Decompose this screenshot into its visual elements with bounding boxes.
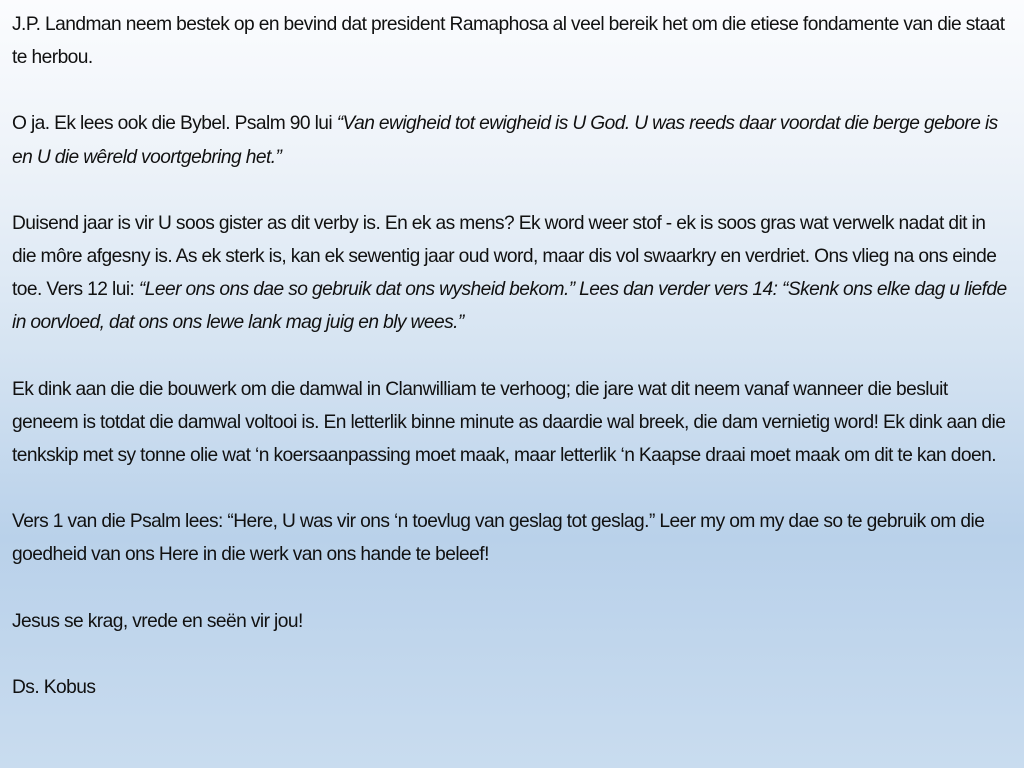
paragraph-gap (12, 638, 1010, 671)
text-span: J.P. Landman neem bestek op en bevind dat president Ramaphosa al veel bereik het om die etiese fondamente van die staat te herbou. (12, 14, 1005, 69)
paragraph-gap (12, 472, 1010, 505)
signature-text (12, 671, 1010, 704)
text-span: O ja. Ek lees ook die Bybel. Psalm 90 lui (12, 113, 337, 135)
paragraph-damwal (12, 373, 1010, 473)
paragraph-gap (12, 174, 1010, 207)
text-span: Vers 1 van die Psalm lees: “Here, U was vir ons ‘n toevlug van geslag tot geslag.” Leer my om my dae so te gebruik om die goedheid van ons Here in die werk van ons hande te beleef! (12, 511, 985, 566)
text-span: Duisend jaar is vir U soos gister as dit verby is. En ek as mens? Ek word weer stof - ek is soos gras wat verwelk nadat dit in die môre afgesny is. As ek sterk is, kan ek sewentig jaar oud word, maar dis vol swaarkry en verdriet. Ons vlieg na ons einde toe. Vers 12 lui: (12, 212, 997, 301)
paragraph-vers-1 (12, 505, 1010, 571)
paragraph-gap (12, 74, 1010, 107)
quote-span: “Leer ons ons dae so gebruik dat ons wysheid bekom.” Lees dan verder vers 14: “Skenk ons elke dag u liefde in oorvloed, dat ons ons lewe lank mag juig en bly wees.” (12, 279, 1007, 334)
text-span: Jesus se krag, vrede en seën vir jou! (12, 610, 303, 632)
text-span: Ds. Kobus (12, 676, 96, 698)
paragraph-landman (12, 8, 1010, 74)
text-span: Ek dink aan die die bouwerk om die damwal in Clanwilliam te verhoog; die jare wat dit neem vanaf wanneer die besluit geneem is totdat die damwal voltooi is. En letterlik binne minute as daardie wal breek, die dam vernietig word! Ek dink aan die tenkskip met sy tonne olie wat ‘n koersaanpassing moet maak, maar letterlik ‘n Kaapse draai moet maak om dit te kan doen. (12, 378, 1006, 467)
paragraph-blessing (12, 605, 1010, 638)
paragraph-duisend-jaar (12, 207, 1010, 340)
paragraph-psalm-90 (12, 107, 1010, 173)
quote-span: “Van ewigheid tot ewigheid is U God. U was reeds daar voordat die berge gebore is en U die wêreld voortgebring het.” (12, 113, 998, 168)
paragraph-gap (12, 340, 1010, 373)
paragraph-gap (12, 572, 1010, 605)
